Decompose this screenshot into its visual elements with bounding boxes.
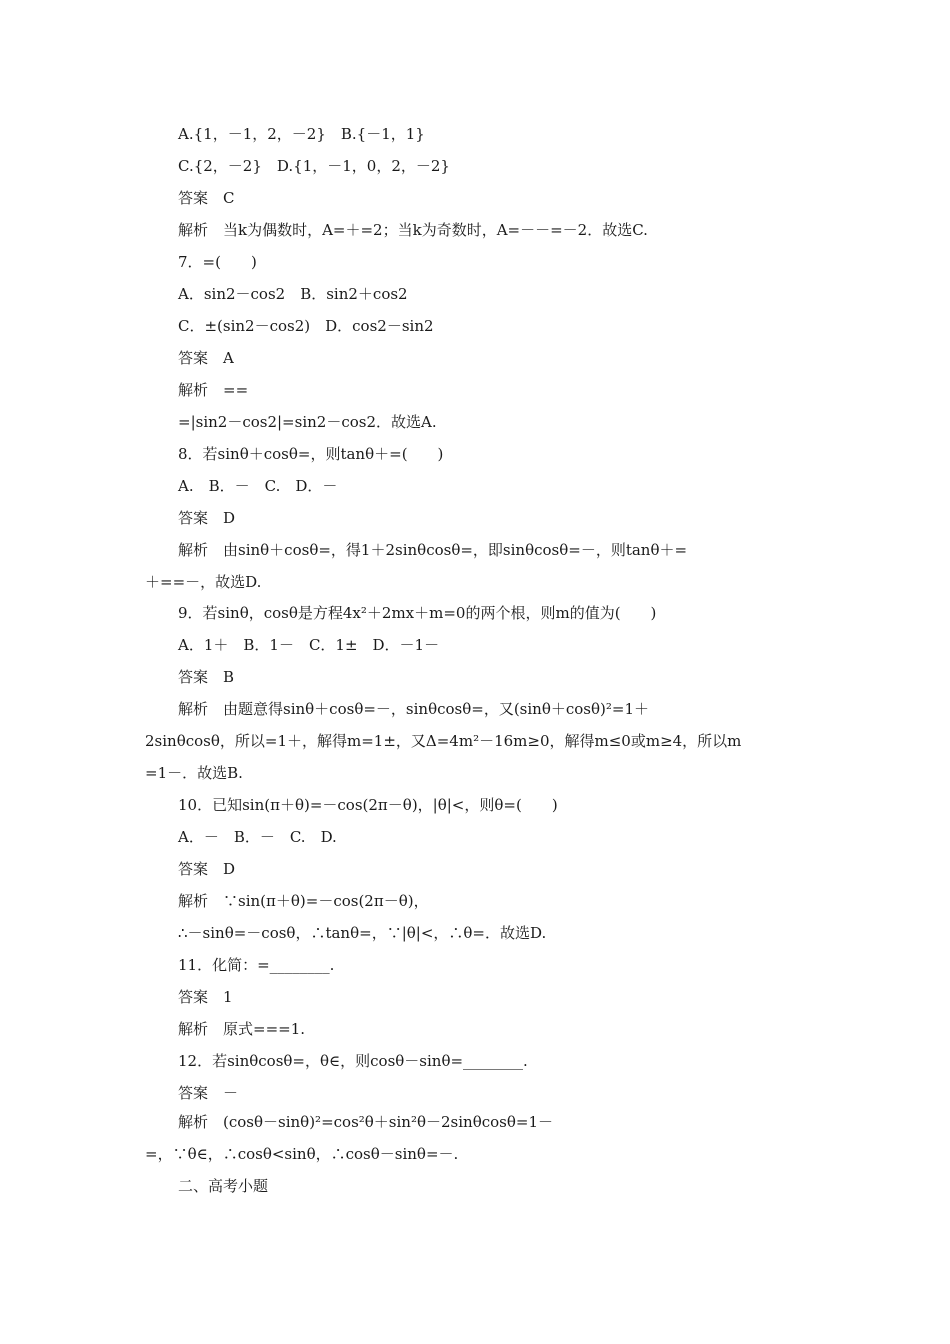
question-7: 7．=( ): [178, 253, 257, 271]
option-line-6cd: C.{2，－2} D.{1，－1，0，2，－2}: [178, 157, 450, 175]
answer-line-6: 答案 C: [178, 189, 235, 207]
option-line-7cd: C．±(sin2－cos2) D．cos2－sin2: [178, 317, 434, 335]
analysis-line-12b: =，∵θ∈，∴cosθ<sinθ，∴cosθ－sinθ=－.: [145, 1145, 459, 1163]
analysis-line-7b: =|sin2－cos2|=sin2－cos2．故选A.: [178, 413, 437, 431]
analysis-line-10b: ∴－sinθ=－cosθ，∴tanθ=，∵|θ|<，∴θ=．故选D.: [178, 924, 547, 942]
option-line-7ab: A．sin2－cos2 B．sin2＋cos2: [178, 285, 408, 303]
option-line-6ab: A.{1，－1，2，－2} B.{－1，1}: [178, 125, 425, 143]
analysis-line-9b: 2sinθcosθ，所以=1＋，解得m=1±，又Δ=4m²－16m≥0，解得m≤0或m≥4，所以m: [145, 732, 742, 750]
analysis-line-9c: =1－．故选B.: [145, 764, 243, 782]
analysis-line-8b: ＋==－，故选D.: [145, 573, 262, 591]
analysis-line-7a: 解析 ==: [178, 381, 249, 399]
answer-line-12: 答案 －: [178, 1084, 239, 1102]
option-line-9: A．1＋ B．1－ C．1± D．－1－: [178, 636, 440, 654]
analysis-line-12a: 解析 (cosθ－sinθ)²=cos²θ＋sin²θ－2sinθcosθ=1－: [178, 1113, 554, 1131]
analysis-line-10a: 解析 ∵sin(π＋θ)=－cos(2π－θ)，: [178, 892, 429, 910]
question-10: 10．已知sin(π＋θ)=－cos(2π－θ)，|θ|<，则θ=( ): [178, 796, 558, 814]
analysis-line-8a: 解析 由sinθ＋cosθ=，得1＋2sinθcosθ=，即sinθcosθ=－，则tanθ＋=: [178, 541, 688, 559]
answer-line-11: 答案 1: [178, 988, 233, 1006]
question-8: 8．若sinθ＋cosθ=，则tanθ＋=( ): [178, 445, 444, 463]
answer-line-8: 答案 D: [178, 509, 236, 527]
section-heading: 二、高考小题: [178, 1177, 269, 1195]
question-9: 9．若sinθ，cosθ是方程4x²＋2mx＋m=0的两个根，则m的值为( ): [178, 604, 657, 622]
question-11: 11．化简：=________.: [178, 956, 335, 974]
option-line-8: A. B．－ C. D．－: [178, 477, 338, 495]
answer-line-7: 答案 A: [178, 349, 234, 367]
analysis-line-9a: 解析 由题意得sinθ＋cosθ=－，sinθcosθ=，又(sinθ＋cosθ)²=1＋: [178, 700, 650, 718]
answer-line-10: 答案 D: [178, 860, 236, 878]
question-12: 12．若sinθcosθ=，θ∈，则cosθ－sinθ=________.: [178, 1052, 528, 1070]
option-line-10: A．－ B．－ C. D.: [178, 828, 337, 846]
analysis-line-6: 解析 当k为偶数时，A=＋=2；当k为奇数时，A=－－=－2．故选C.: [178, 221, 648, 239]
answer-line-9: 答案 B: [178, 668, 235, 686]
analysis-line-11: 解析 原式===1.: [178, 1020, 306, 1038]
